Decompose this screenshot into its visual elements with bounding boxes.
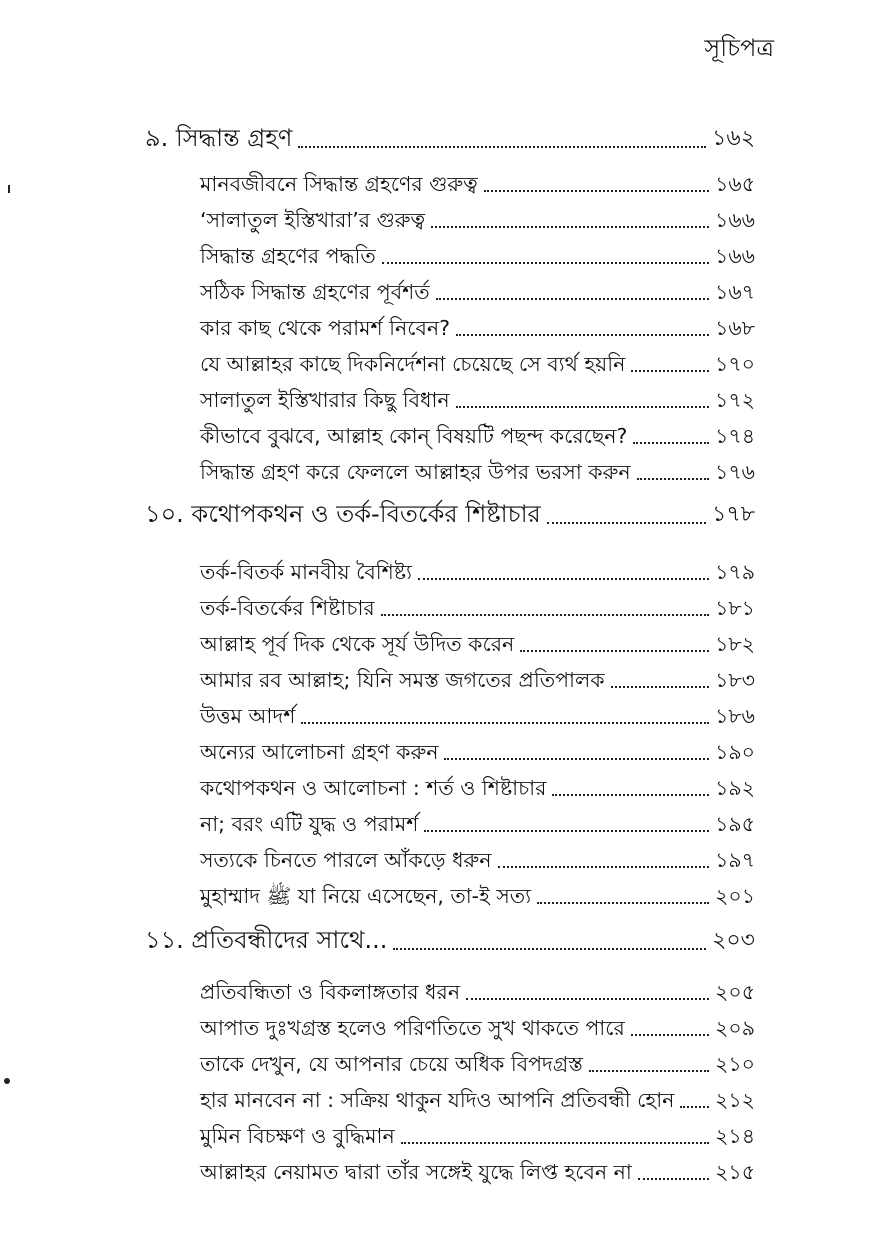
toc-entry[interactable] — [200, 622, 755, 654]
dot-leader — [537, 902, 709, 904]
entry-title: মুহাম্মাদ ﷺ যা নিয়ে এসেছেন, তা-ই সত্য — [200, 883, 532, 908]
page-number: ১৬৭ — [715, 279, 755, 304]
page-number: ২১৪ — [715, 1123, 755, 1148]
page-number: ২১২ — [715, 1087, 755, 1112]
entry-title: আমার রব আল্লাহ; যিনি সমস্ত জগতের প্রতিপালক — [200, 667, 605, 692]
dot-leader — [444, 758, 709, 760]
entry-title: আল্লাহর নেয়ামত দ্বারা তাঁর সঙ্গেই যুদ্ধে লিপ্ত হবেন না — [200, 1159, 632, 1184]
entry-title: তাকে দেখুন, যে আপনার চেয়ে অধিক বিপদগ্রস্ত — [200, 1051, 583, 1076]
entry-title: প্রতিবন্ধিতা ও বিকলাঙ্গতার ধরন — [200, 979, 461, 1004]
dot-leader — [552, 794, 709, 796]
dot-leader — [498, 866, 710, 868]
toc-entry[interactable] — [200, 1114, 755, 1146]
page-number: ১৮৩ — [715, 667, 755, 692]
entry-title: হার মানবেন না : সক্রিয় থাকুন যদিও আপনি প্রতিবন্ধী হোন — [200, 1087, 675, 1112]
entry-title: আল্লাহ পূর্ব দিক থেকে সূর্য উদিত করেন — [200, 631, 515, 656]
page-number: ১৬৫ — [715, 171, 755, 196]
dot-leader — [381, 614, 709, 616]
page-number: ১৭২ — [715, 387, 755, 412]
toc-entry[interactable] — [200, 198, 755, 230]
dot-leader — [298, 146, 706, 148]
chapter-row[interactable] — [145, 920, 755, 952]
entry-title: সত্যকে চিনতে পারলে আঁকড়ে ধরুন — [200, 847, 492, 872]
dot-leader — [466, 998, 709, 1000]
page-number: ১৭৬ — [715, 459, 755, 484]
page-number: ২১০ — [715, 1051, 755, 1076]
scan-speck — [8, 185, 10, 193]
toc-entry[interactable] — [200, 550, 755, 582]
dot-leader — [631, 1034, 709, 1036]
page-number: ১৯৭ — [715, 847, 755, 872]
toc-entry[interactable] — [200, 586, 755, 618]
page-number: ২০৫ — [715, 979, 755, 1004]
toc-entry[interactable] — [200, 730, 755, 762]
dot-leader — [520, 650, 709, 652]
dot-leader — [547, 522, 706, 524]
entry-title: না; বরং এটি যুদ্ধ ও পরামর্শ — [200, 811, 419, 836]
running-head: সূচিপত্র — [704, 34, 774, 62]
toc-entry[interactable] — [200, 450, 755, 482]
dot-leader — [633, 442, 709, 444]
page-number: ২০৩ — [712, 928, 755, 953]
dot-leader — [484, 190, 709, 192]
dot-leader — [418, 578, 709, 580]
toc-entry[interactable] — [200, 1150, 755, 1182]
dot-leader — [637, 478, 709, 480]
toc-entry[interactable] — [200, 378, 755, 410]
entry-title: উত্তম আদর্শ — [200, 703, 296, 728]
toc-entry[interactable] — [200, 1078, 755, 1110]
entry-title: সিদ্ধান্ত গ্রহণ করে ফেললে আল্লাহর উপর ভরসা করুন — [200, 459, 631, 484]
page-number: ১৮১ — [715, 595, 755, 620]
page-number: ১৯৫ — [715, 811, 755, 836]
toc-entry[interactable] — [200, 766, 755, 798]
entry-title: মুমিন বিচক্ষণ ও বুদ্ধিমান — [200, 1123, 395, 1148]
page-number: ১৭৪ — [715, 423, 755, 448]
page-number: ১৮৬ — [715, 703, 755, 728]
page-number: ১৯০ — [715, 739, 755, 764]
dot-leader — [382, 262, 709, 264]
entry-title: তর্ক-বিতর্কের শিষ্টাচার — [200, 595, 375, 620]
toc-entry[interactable] — [200, 838, 755, 870]
entry-title: কার কাছ থেকে পরামর্শ নিবেন? — [200, 315, 451, 340]
dot-leader — [431, 226, 709, 228]
page-number: ১৬৬ — [715, 207, 755, 232]
page-number: ২০১ — [715, 883, 755, 908]
dot-leader — [680, 1106, 709, 1108]
entry-title: সিদ্ধান্ত গ্রহণের পদ্ধতি — [200, 243, 376, 268]
dot-leader — [638, 1178, 709, 1180]
page-number: ১৭৯ — [715, 559, 755, 584]
toc-entry[interactable] — [200, 802, 755, 834]
entry-title: অন্যের আলোচনা গ্রহণ করুন — [200, 739, 439, 764]
dot-leader — [301, 722, 709, 724]
page-number: ১৭৮ — [712, 502, 755, 527]
entry-title: মানবজীবনে সিদ্ধান্ত গ্রহণের গুরুত্ব — [200, 171, 478, 196]
toc-entry[interactable] — [200, 970, 755, 1002]
entry-title: সঠিক সিদ্ধান্ত গ্রহণের পূর্বশর্ত — [200, 279, 430, 304]
chapter-title: ৯. সিদ্ধান্ত গ্রহণ — [145, 124, 293, 152]
toc-entry[interactable] — [200, 414, 755, 446]
chapter-row[interactable] — [145, 118, 755, 150]
toc-entry[interactable] — [200, 234, 755, 266]
chapter-title: ১১. প্রতিবন্ধীদের সাথে... — [145, 926, 388, 954]
dot-leader — [393, 948, 706, 950]
entry-title: সালাতুল ইস্তিখারার কিছু বিধান — [200, 387, 450, 412]
entry-title: কথোপকথন ও আলোচনা : শর্ত ও শিষ্টাচার — [200, 775, 547, 800]
page-number: ১৭০ — [715, 351, 755, 376]
dot-leader — [631, 370, 709, 372]
scan-speck — [4, 1078, 10, 1084]
toc-entry[interactable] — [200, 162, 755, 194]
toc-entry[interactable] — [200, 1042, 755, 1074]
entry-title: ‘সালাতুল ইস্তিখারা’র গুরুত্ব — [200, 207, 426, 232]
page-number: ১৬৮ — [715, 315, 755, 340]
toc-entry[interactable] — [200, 306, 755, 338]
page-number: ১৮২ — [715, 631, 755, 656]
dot-leader — [456, 334, 709, 336]
toc-entry[interactable] — [200, 874, 755, 906]
dot-leader — [401, 1142, 709, 1144]
entry-title: যে আল্লাহর কাছে দিকনির্দেশনা চেয়েছে সে ব্যর্থ হয়নি — [200, 351, 626, 376]
page-number: ১৬৬ — [715, 243, 755, 268]
toc-entry[interactable] — [200, 694, 755, 726]
dot-leader — [456, 406, 709, 408]
chapter-title: ১০. কথোপকথন ও তর্ক-বিতর্কের শিষ্টাচার — [145, 500, 541, 528]
dot-leader — [424, 830, 709, 832]
toc-entry[interactable] — [200, 342, 755, 374]
toc-entry[interactable] — [200, 658, 755, 690]
entry-title: আপাত দুঃখগ্রস্ত হলেও পরিণতিতে সুখ থাকতে পারে — [200, 1015, 625, 1040]
dot-leader — [611, 686, 710, 688]
page-number: ২০৯ — [715, 1015, 755, 1040]
page-number: ১৬২ — [712, 126, 755, 151]
entry-title: তর্ক-বিতর্ক মানবীয় বৈশিষ্ট্য — [200, 559, 412, 584]
chapter-row[interactable] — [145, 494, 755, 526]
entry-title: কীভাবে বুঝবে, আল্লাহ কোন্ বিষয়টি পছন্দ করেছেন? — [200, 423, 628, 448]
toc-entry[interactable] — [200, 270, 755, 302]
page-number: ২১৫ — [715, 1159, 755, 1184]
dot-leader — [589, 1070, 709, 1072]
toc-entry[interactable] — [200, 1006, 755, 1038]
page-number: ১৯২ — [715, 775, 755, 800]
dot-leader — [436, 298, 709, 300]
